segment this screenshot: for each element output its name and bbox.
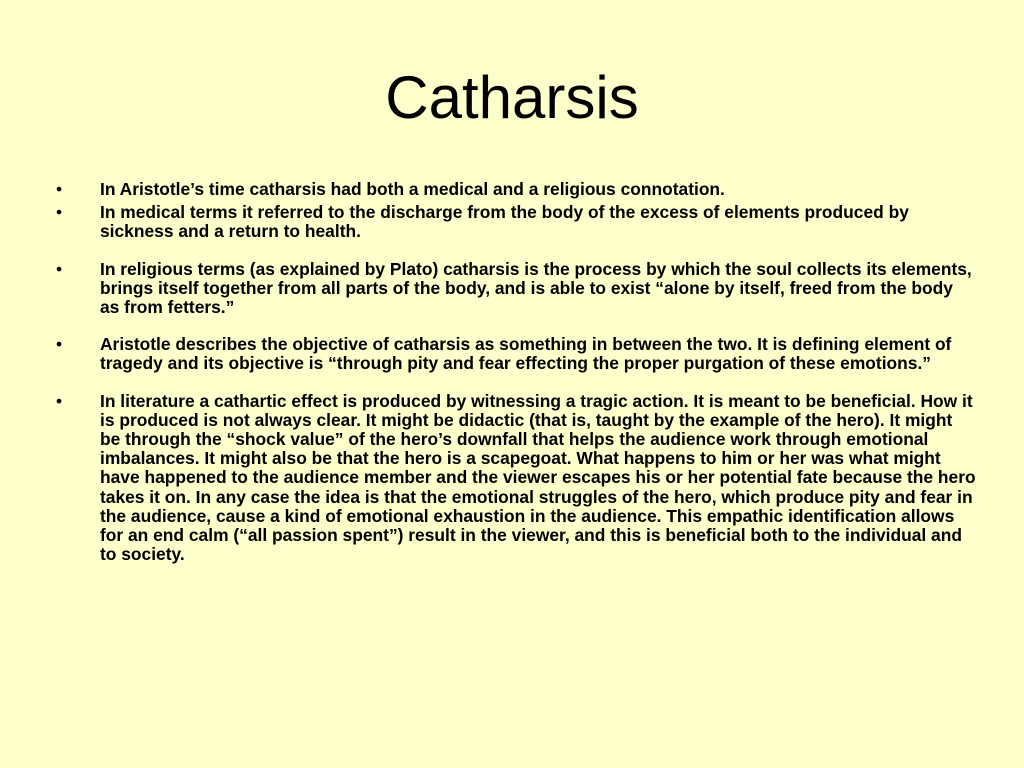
bullet-item-4 (56, 335, 976, 373)
bullet-item-3 (56, 260, 976, 318)
bullet-item-5 (56, 392, 976, 565)
bullet-item-1 (56, 180, 976, 199)
bullet-marker: • (56, 334, 63, 355)
bullet-text: Aristotle describes the objective of catharsis as something in between the two. It is defining element of tragedy and its objective is “through pity and fear effecting the proper purgation of these emotions.” (100, 334, 952, 374)
bullet-text: In Aristotle’s time catharsis had both a medical and a religious connotation. (100, 179, 725, 199)
bullet-text: In medical terms it referred to the discharge from the body of the excess of elements produced by sickness and a return to health. (100, 202, 909, 242)
bullet-marker: • (56, 390, 63, 411)
bullet-marker: • (56, 179, 63, 199)
bullet-marker: • (56, 202, 63, 223)
slide-title: Catharsis (385, 64, 639, 131)
bullet-list (56, 180, 976, 564)
bullet-marker: • (56, 258, 63, 279)
bullet-text: In religious terms (as explained by Plato) catharsis is the process by which the soul collects its elements, brings itself together from all parts of the body, and is able to exist “alone by itself, freed from the body as from fetters.” (100, 258, 972, 318)
bullet-text: In literature a cathartic effect is produced by witnessing a tragic action. It is meant to be beneficial. How it is produced is not always clear. It might be didactic (that is, taught by the example of the hero). It might be through the “shock value” of the hero’s downfall that helps the audience work through emotional imbalances. It might also be that the hero is a scapegoat. What happens to him or her was what might have happened to the audience member and the viewer escapes his or her potential fate because the hero takes it on. In any case the idea is that the emotional struggles of the hero, which produce pity and fear in the audience, cause a kind of emotional exhaustion in the audience. This empathic identification allows for an end calm (“all passion spent”) result in the viewer, and this is beneficial both to the individual and to society. (100, 390, 976, 565)
bullet-item-2 (56, 203, 976, 241)
